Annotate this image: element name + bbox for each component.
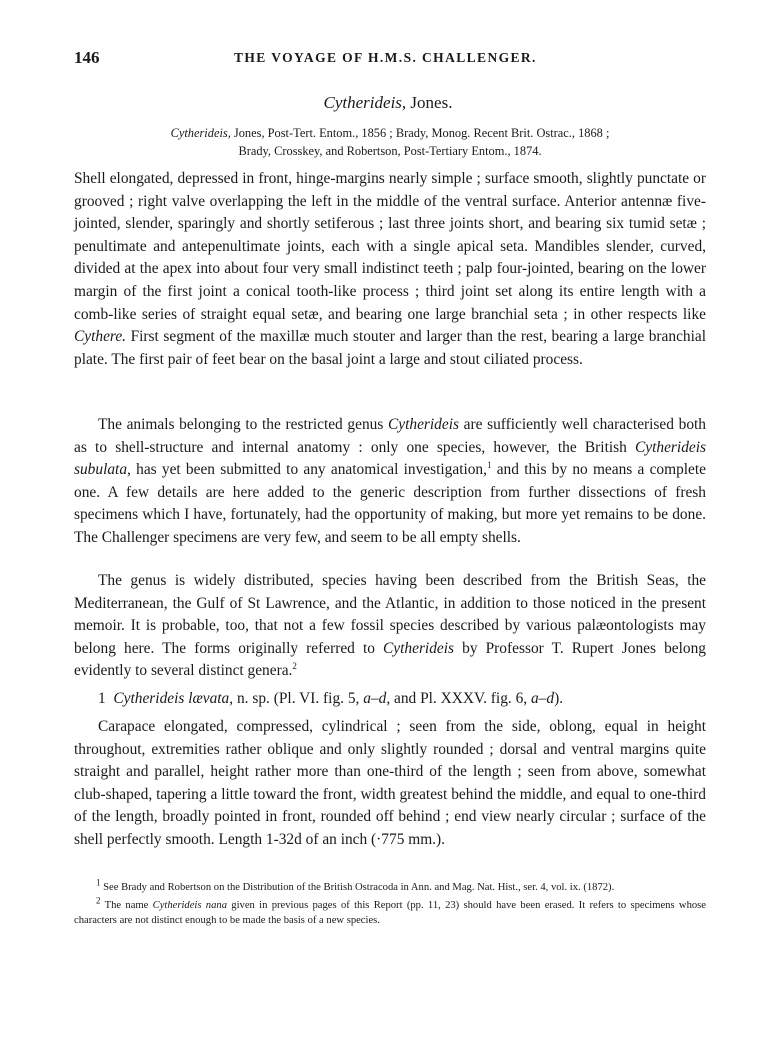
genus-author: Jones. <box>406 93 453 112</box>
paragraph-genus-description <box>74 168 706 371</box>
synonymy-references <box>110 124 670 160</box>
paragraph-species-description: Carapace elongated, compressed, cylindrical ; seen from the side, oblong, equal in height throughout, extremities rather oblique and only slightly rounded ; dorsal and ventral margins quite straight and parallel, height rather more than one-third of the length ; seen from above, somewhat club-shaped, tapering a little toward the front, width greatest behind the middle, and equal to one-third of the length, broadly pointed in front, rounded off behind ; end view nearly circular ; surface of the shell perfectly smooth. Length 1-32d of an inch (·775 mm.). <box>74 718 706 848</box>
para3-text-a: The genus is widely distributed, species having been described from the British Seas, the Mediterranean, the Gulf of St Lawrence, and the Atlantic, in addition to those noticed in the present memoir. It is probable, too, that not a few fossil species described by various palæontologists may belong here. The forms originally referred to <box>74 572 706 657</box>
para2-italic-b: Cytherideis <box>388 416 459 433</box>
footnote-2 <box>74 895 706 928</box>
para2-text-e: has yet been submitted to any anatomical investigation, <box>130 461 487 479</box>
species-fig-a: a–d, <box>363 690 391 707</box>
species-text-a: n. sp. (Pl. VI. fig. 5, <box>233 690 364 707</box>
footnote-1-marker: 1 <box>96 877 101 888</box>
paragraph-anatomy <box>74 414 706 550</box>
footnote-1 <box>74 877 706 895</box>
species-fig-b: a–d <box>530 690 555 707</box>
footnote-ref-2[interactable]: 2 <box>292 661 297 672</box>
species-heading <box>98 690 563 708</box>
species-name: Cytherideis lævata, <box>113 690 234 707</box>
footnote-2-text-b: given in previous pages of this Report (pp. 11, 23) should have been erased. It refers to specimens whose characters are not distinct enough to be made the basis of a new species. <box>74 900 706 926</box>
species-text-b: and Pl. XXXV. fig. 6, <box>390 690 531 707</box>
para1-italic: Cythere. <box>74 328 126 346</box>
para3-italic: Cytherideis <box>383 639 455 657</box>
footnote-2-text-a: The name <box>100 900 153 911</box>
para2-text-c: are sufficiently well characterised both as to shell-structure and internal anatomy : only one species, however, the British <box>74 416 706 456</box>
reference-line-2: Brady, Crosskey, and Robertson, Post-Tertiary Entom., 1874. <box>238 144 542 158</box>
para2-text-g: and this by no means a complete one. A few details are here added to the generic description from further dissections of fresh specimens which I have, fortunately, had the opportunity of making, but more yet remains to be done. The Challenger specimens are very few, and seem to be all empty shells. <box>74 461 706 546</box>
species-number: 1 <box>98 690 106 707</box>
reference-genus-name: Cytherideis, <box>170 126 231 140</box>
para1-text-a: Shell elongated, depressed in front, hinge-margins nearly simple ; surface smooth, slightly punctate or grooved ; right valve overlapping the left in the middle of the ventral surface. Anterior antennæ five-jointed, slender, sparingly and shortly setiferous ; last three joints short, and bearing six tumid setæ ; penultimate and antepenultimate joints, each with a single apical seta. Mandibles slender, curved, divided at the apex into about four very small indistinct teeth ; palp four-jointed, bearing on the lower margin of the first joint a conical tooth-like process ; third joint set along its entire length with a comb-like series of straight equal setæ, and bearing one large branchial seta ; in other respects like <box>74 170 706 323</box>
footnote-1-text: See Brady and Robertson on the Distribution of the British Ostracoda in Ann. and Mag. Nat. Hist., ser. 4, vol. ix. (1872). <box>100 882 615 893</box>
footnote-ref-1[interactable]: 1 <box>486 460 492 471</box>
journal-title: THE VOYAGE OF H.M.S. CHALLENGER. <box>234 50 537 65</box>
reference-line-1 <box>110 124 670 142</box>
reference-text-1: Jones, Post-Tert. Entom., 1856 ; Brady, Monog. Recent Brit. Ostrac., 1868 ; <box>230 126 610 140</box>
genus-heading <box>0 93 776 113</box>
species-text-c: ). <box>554 690 564 707</box>
para2-italic-d: Cytherideis subulata, <box>74 438 706 479</box>
footnotes <box>74 877 706 931</box>
footnote-2-marker: 2 <box>96 895 101 906</box>
para1-text-c: First segment of the maxillæ much stouter and larger than the rest, bearing a large branchial plate. The first pair of feet bear on the basal joint a large and stout ciliated process. <box>74 328 706 368</box>
para3-text-c: by Professor T. Rupert Jones belong evidently to several distinct genera. <box>74 639 706 680</box>
paragraph-distribution <box>74 570 706 683</box>
genus-name: Cytherideis, <box>323 93 407 112</box>
running-head <box>74 48 710 72</box>
para2-text-a: The animals belonging to the restricted genus <box>98 416 389 433</box>
page-number: 146 <box>74 48 100 67</box>
footnote-2-italic: Cytherideis nana <box>152 900 227 911</box>
